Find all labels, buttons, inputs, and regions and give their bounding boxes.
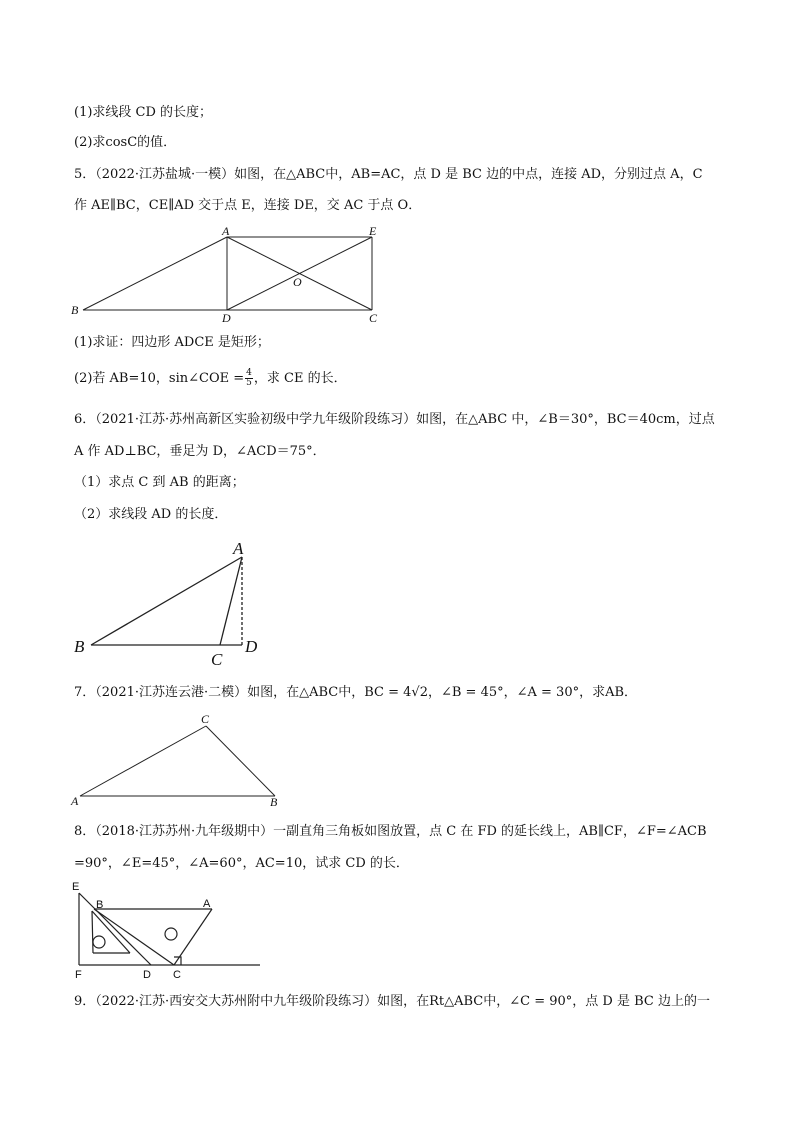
label-B: B <box>71 303 79 317</box>
label-B: B <box>270 795 278 809</box>
label-B: B <box>74 637 85 656</box>
label-D: D <box>245 637 258 656</box>
q5-part2-text-a: (2)若 AB=10，sin∠COE = <box>74 371 245 386</box>
text-line-q7: 7．（2021·江苏连云港·二模）如图，在△ABC中，BC = 4√2，∠B = 45°，∠A = 30°，求AB． <box>74 685 638 700</box>
label-A: A <box>71 794 79 808</box>
label-F: F <box>75 969 82 981</box>
text-line-q5-part1: (1)求证：四边形 ADCE 是矩形； <box>74 335 270 350</box>
text-line-q5-stem: 5．（2022·江苏盐城·一模）如图，在△ABC中，AB=AC，点 D 是 BC 边的中点，连接 AD，分别过点 A，C <box>74 167 703 182</box>
label-D: D <box>222 311 231 325</box>
fraction-numerator: 4 <box>246 368 252 378</box>
text-line-q8-stem-cont: =90°，∠E=45°，∠A=60°，AC=10，试求 CD 的长． <box>74 856 409 871</box>
label-E: E <box>72 881 80 893</box>
text-line-q4-part1: (1)求线段 CD 的长度； <box>74 105 213 120</box>
text-line-q5-stem-cont: 作 AE∥BC，CE∥AD 交于点 E，连接 DE，交 AC 于点 O． <box>74 198 422 213</box>
figure-q7-triangle <box>60 710 300 810</box>
label-C: C <box>201 712 210 726</box>
label-A: A <box>203 898 211 910</box>
text-line-q8-stem: 8．（2018·江苏苏州·九年级期中）一副直角三角板如图放置，点 C 在 FD 的延长线上，AB∥CF，∠F=∠ACB <box>74 824 707 839</box>
figure-q6-triangle <box>60 535 290 670</box>
text-line-q6-stem-cont: A 作 AD⊥BC，垂足为 D，∠ACD＝75°． <box>74 444 326 459</box>
text-line-q5-part2 <box>74 369 347 388</box>
label-C: C <box>211 650 223 669</box>
label-E: E <box>369 224 377 238</box>
label-C: C <box>173 969 181 981</box>
label-B: B <box>96 899 104 911</box>
text-line-q6-part2: （2）求线段 AD 的长度． <box>74 507 228 522</box>
fraction-denominator: 5 <box>246 378 252 388</box>
figure-q8-set-squares <box>60 878 270 988</box>
label-A: A <box>233 539 244 558</box>
label-O: O <box>293 275 302 289</box>
text-line-q9-stem: 9．（2022·江苏·西安交大苏州附中九年级阶段练习）如图，在Rt△ABC中，∠C = 90°，点 D 是 BC 边上的一 <box>74 994 710 1009</box>
label-A: A <box>222 224 230 238</box>
figure-q5-rectangle <box>60 222 400 332</box>
text-line-q6-stem: 6．（2021·江苏·苏州高新区实验初级中学九年级阶段练习）如图，在△ABC 中，∠B＝30°，BC＝40cm，过点 <box>74 412 715 427</box>
q5-part2-text-b: ，求 CE 的长． <box>253 371 347 386</box>
label-D: D <box>143 969 151 981</box>
text-line-q6-part1: （1）求点 C 到 AB 的距离； <box>74 475 245 490</box>
label-C: C <box>369 311 378 325</box>
text-line-q4-part2: (2)求cosC的值． <box>74 135 177 150</box>
fraction-four-fifths <box>245 369 253 388</box>
